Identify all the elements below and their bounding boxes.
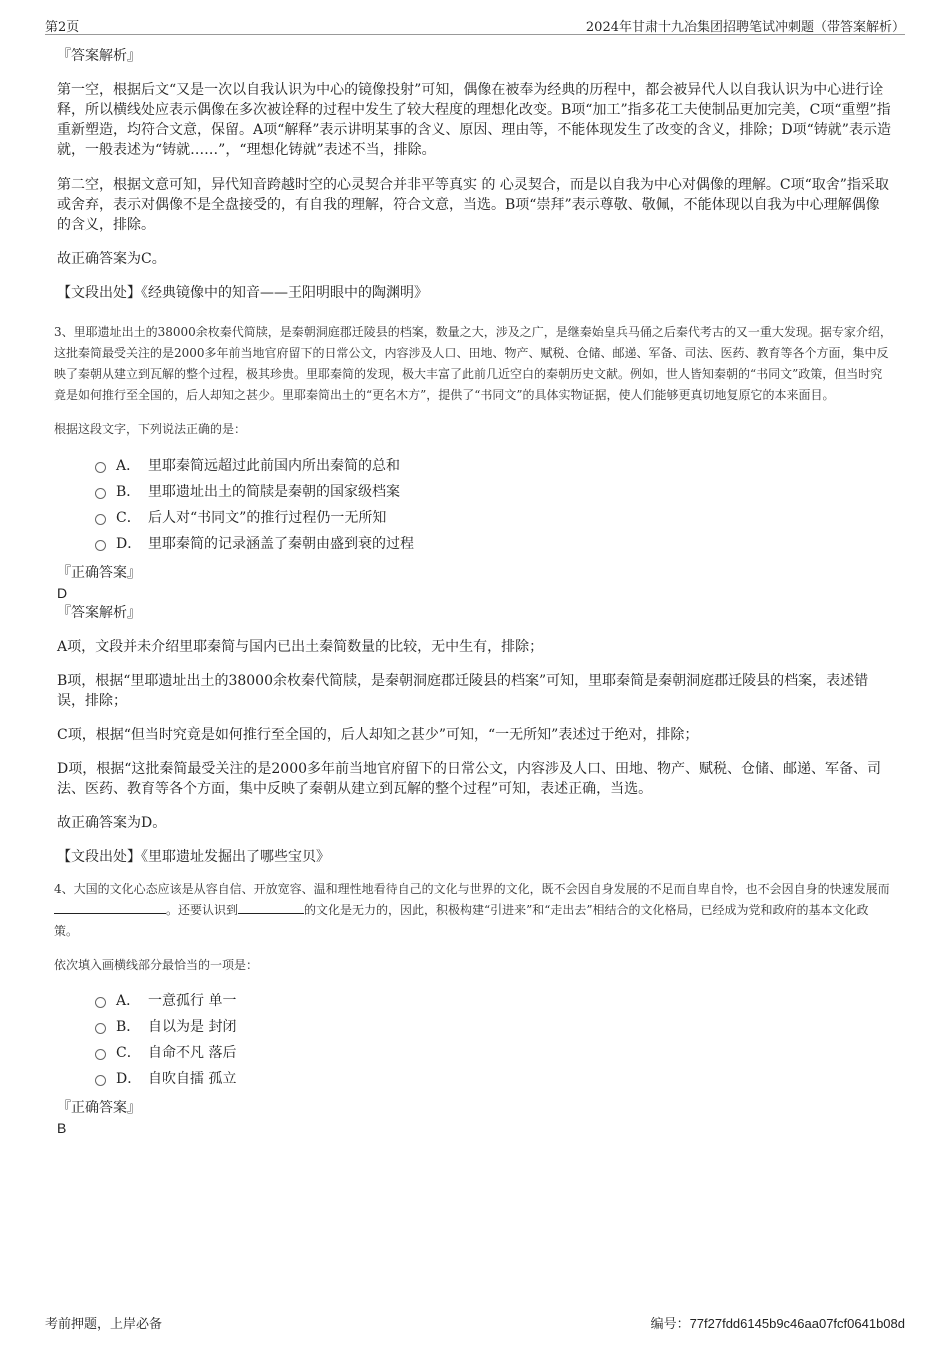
options-list (57, 988, 892, 1092)
radio-button-icon[interactable] (95, 540, 106, 551)
option-label: D． (116, 536, 142, 552)
option-b[interactable] (95, 479, 892, 505)
option-text: 自以为是 封闭 (148, 1019, 237, 1035)
option-text: 后人对“书同文”的推行过程仍一无所知 (148, 510, 387, 526)
analysis-paragraph: A项，文段并未介绍里耶秦简与国内已出土秦简数量的比较，无中生有，排除； (57, 639, 544, 655)
answer-conclusion: 故正确答案为D。 (57, 815, 167, 831)
analysis-paragraph: C项，根据“但当时究竟是如何推行至全国的，后人却知之甚少”可知，“一无所知”表述过于绝对，排除； (57, 727, 699, 743)
option-label: C． (116, 510, 141, 526)
document-code: 编号：77f27fdd6145b9c46aa07fcf0641b08d (650, 1316, 905, 1331)
stem-text: 4、大国的文化心态应该是从容自信、开放宽容、温和理性地看待自己的文化与世界的文化，既不会因自身发展的不足而自卑自怜，也不会因自身的快速发展而 (54, 882, 890, 896)
footer-slogan: 考前押题，上岸必备 (45, 1317, 163, 1332)
options-list (57, 453, 892, 557)
option-label: B． (116, 484, 141, 500)
analysis-paragraph: D项，根据“这批秦简最受关注的是2000多年前当地官府留下的日常公文，内容涉及人口、田地、物产、赋税、仓储、邮递、军备、司法、医药、教育等各个方面，集中反映了秦朝从建立到瓦解的整个过程”可知，表述正确，当选。 (57, 761, 882, 797)
radio-button-icon[interactable] (95, 1023, 106, 1034)
radio-button-icon[interactable] (95, 514, 106, 525)
option-text: 自命不凡 落后 (148, 1045, 237, 1061)
correct-answer-heading: 『正确答案』 (57, 1100, 141, 1116)
question-stem: 3、里耶遗址出土的38000余枚秦代简牍，是秦朝洞庭郡迁陵县的档案，数量之大，涉及之广，是继秦始皇兵马俑之后秦代考古的又一重大发现。据专家介绍，这批秦简最受关注的是2000多年前当地官府留下的日常公文，内容涉及人口、田地、物产、赋税、仓储、邮递、军备、司法、医药、教育等各个方面，集中反映了秦朝从建立到瓦解的整个过程，极其珍贵。里耶秦简的发现，极大丰富了此前几近空白的秦朝历史文献。例如，世人皆知秦朝的“书同文”政策，但当时究竟是如何推行至全国的，后人却知之甚少。里耶秦简出土的“更名木方”，提供了“书同文”的具体实物证据，使人们能够更真切地复原它的本来面目。 (54, 325, 892, 402)
option-a[interactable] (95, 453, 892, 479)
page-header (45, 14, 905, 35)
correct-answer-heading: 『正确答案』 (57, 565, 141, 581)
stem-text: 。还要认识到 (166, 903, 239, 917)
analysis-heading: 『答案解析』 (57, 48, 141, 64)
source-citation: 【文段出处】《经典镜像中的知音——王阳明眼中的陶渊明》 (57, 285, 428, 301)
stem-text: 的文化是无力的，因此，积极构建“引进来”和“走出去”相结合的文化格局，已经成为党和政府的基本文化政策。 (54, 903, 869, 938)
correct-answer: D (57, 585, 68, 601)
option-label: A． (116, 993, 141, 1009)
fill-blank-1 (54, 901, 166, 914)
document-title: 2024年甘肃十九冶集团招聘笔试冲刺题（带答案解析） (585, 20, 905, 35)
answer-conclusion: 故正确答案为C。 (57, 251, 166, 267)
source-citation: 【文段出处】《里耶遗址发掘出了哪些宝贝》 (57, 849, 330, 865)
option-d[interactable] (95, 1066, 892, 1092)
analysis-paragraph: 第二空，根据文意可知，异代知音跨越时空的心灵契合并非平等真实 的 心灵契合，而是以自我为中心对偶像的理解。C项“取舍”指采取或舍弃，表示对偶像不是全盘接受的，有自我的理解，符合文意，当选。B项“崇拜”表示尊敬、敬佩，不能体现以自我为中心理解偶像的含义，排除。 (57, 177, 889, 233)
correct-answer: B (57, 1120, 67, 1136)
option-b[interactable] (95, 1014, 892, 1040)
analysis-heading: 『答案解析』 (57, 605, 141, 621)
analysis-paragraph: 第一空，根据后文“又是一次以自我认识为中心的镜像投射”可知，偶像在被奉为经典的历程中，都会被异代人以自我认识为中心进行诠释，所以横线处应表示偶像在多次被诠释的过程中发生了较大程度的理想化改变。B项“加工”指多花工夫使制品更加完美，C项“重塑”指重新塑造，均符合文意，保留。A项“解释”表示讲明某事的含义、原因、理由等，不能体现发生了改变的含义，排除；D项“铸就”表示造就，一般表述为“铸就……”，“理想化铸就”表述不当，排除。 (57, 82, 891, 158)
question-prompt: 依次填入画横线部分最恰当的一项是： (54, 958, 259, 972)
radio-button-icon[interactable] (95, 997, 106, 1008)
analysis-paragraph: B项，根据“里耶遗址出土的38000余枚秦代简牍，是秦朝洞庭郡迁陵县的档案”可知，里耶秦简是秦朝洞庭郡迁陵县的档案，表述错误，排除； (57, 673, 869, 709)
option-d[interactable] (95, 531, 892, 557)
radio-button-icon[interactable] (95, 462, 106, 473)
radio-button-icon[interactable] (95, 1075, 106, 1086)
option-text: 里耶秦简远超过此前国内所出秦简的总和 (148, 458, 400, 474)
option-label: A． (116, 458, 141, 474)
option-label: C． (116, 1045, 141, 1061)
option-a[interactable] (95, 988, 892, 1014)
fill-blank-2 (238, 901, 304, 914)
question-stem (54, 879, 892, 942)
radio-button-icon[interactable] (95, 1049, 106, 1060)
option-text: 里耶遗址出土的简牍是秦朝的国家级档案 (148, 484, 400, 500)
option-text: 一意孤行 单一 (148, 993, 237, 1009)
option-c[interactable] (95, 505, 892, 531)
radio-button-icon[interactable] (95, 488, 106, 499)
question-prompt: 根据这段文字，下列说法正确的是： (54, 422, 247, 436)
option-label: B． (116, 1019, 141, 1035)
option-text: 自吹自擂 孤立 (148, 1071, 237, 1087)
option-text: 里耶秦简的记录涵盖了秦朝由盛到衰的过程 (148, 536, 414, 552)
page-number: 第2页 (45, 20, 80, 35)
option-label: D． (116, 1071, 142, 1087)
option-c[interactable] (95, 1040, 892, 1066)
page-content (54, 46, 892, 1138)
